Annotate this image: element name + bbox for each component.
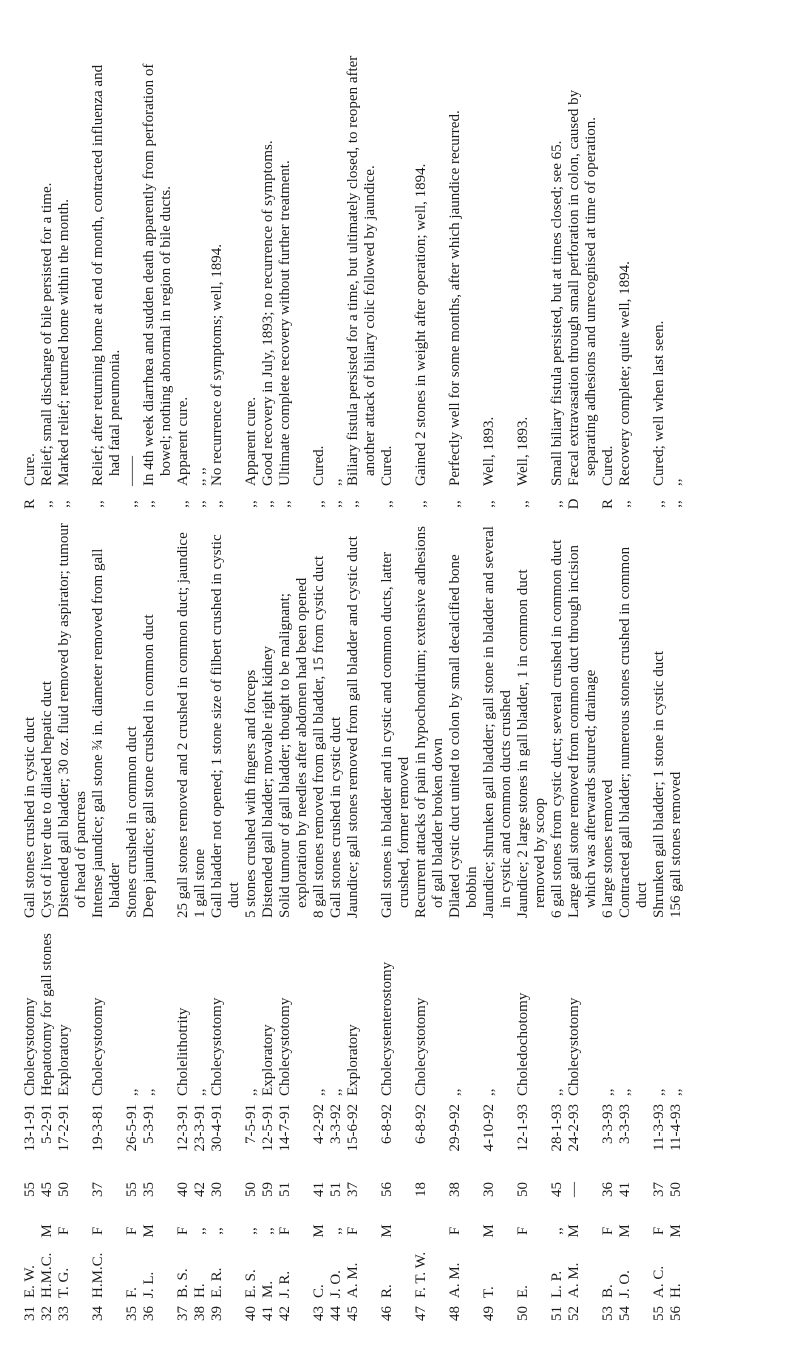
case-number: 53	[600, 1306, 616, 1321]
operation-type: ,,	[243, 1088, 259, 1096]
case-number: 34	[90, 1306, 106, 1321]
patient-sex: ,,	[549, 1227, 565, 1235]
patient-age: 55	[124, 1182, 140, 1197]
case-notes: Gall stones crushed in cystic duct	[328, 716, 344, 918]
patient-initials: E. S.	[243, 1269, 259, 1298]
patient-initials: A. M.	[566, 1262, 582, 1298]
case-notes: Stones crushed in common duct	[124, 726, 140, 918]
operation-date: 23-3-91	[192, 1104, 208, 1152]
operation-type: ,,	[311, 1088, 327, 1096]
case-remarks: Ultimate complete recovery without further treatment.	[277, 160, 293, 486]
patient-age: 56	[379, 1182, 395, 1197]
result-marker: ,,	[39, 500, 55, 508]
patient-sex: F	[651, 1226, 667, 1236]
operation-date: 4-10-92	[481, 1104, 497, 1152]
operation-type: Exploratory	[345, 1024, 361, 1096]
operation-type: ,,	[328, 1088, 344, 1096]
patient-age: 18	[413, 1182, 429, 1197]
patient-initials: H.M.C.	[90, 1252, 106, 1298]
patient-initials: E. R.	[209, 1267, 225, 1298]
result-marker: ,,	[515, 500, 531, 508]
operation-date: 3-3-93	[600, 1104, 616, 1144]
result-marker: ,,	[617, 500, 633, 508]
case-number: 38	[192, 1306, 208, 1321]
operation-date: 12-1-93	[515, 1104, 531, 1152]
case-remarks: Biliary fistula persisted for a time, but ultimately closed, to reopen after another attack of biliary colic followed by jaundice.	[345, 55, 378, 486]
operation-type: ,,	[481, 1088, 497, 1096]
patient-sex: ,,	[243, 1227, 259, 1235]
patient-initials: T.	[481, 1286, 497, 1298]
operation-date: 28-1-93	[549, 1104, 565, 1152]
operation-type: ,,	[192, 1088, 208, 1096]
patient-age: 37	[651, 1182, 667, 1197]
result-marker: ,,	[481, 500, 497, 508]
case-number: 42	[277, 1306, 293, 1321]
patient-initials: T. G.	[56, 1267, 72, 1298]
patient-sex	[22, 1216, 39, 1246]
patient-initials: B. S.	[175, 1268, 191, 1298]
operation-type: ,,	[651, 1088, 667, 1096]
operation-date: 6-8-92	[379, 1104, 395, 1144]
patient-age: 50	[668, 1182, 684, 1197]
operation-type: ,,	[124, 1088, 140, 1096]
patient-age: 30	[209, 1182, 225, 1197]
operation-type: ,,	[600, 1088, 616, 1096]
result-marker: ,,	[209, 500, 225, 508]
patient-sex: F	[124, 1226, 140, 1236]
case-notes: 25 gall stones removed and 2 crushed in common duct; jaundice	[175, 532, 191, 918]
operation-type: ,,	[617, 1088, 633, 1096]
patient-initials: J. O.	[328, 1270, 344, 1298]
case-number: 40	[243, 1306, 259, 1321]
patient-sex: F	[56, 1226, 72, 1236]
case-notes: 1 gall stone	[192, 848, 208, 918]
case-notes: 156 gall stones removed	[668, 771, 684, 918]
patient-sex: F	[600, 1226, 616, 1236]
operation-date: 5-2-91	[39, 1104, 55, 1144]
case-remarks: Marked relief; returned home within the month.	[56, 199, 72, 486]
case-remarks: Perfectly well for some months, after which jaundice recurred.	[447, 110, 463, 486]
operation-type: Hepatotomy for gall stones	[39, 933, 55, 1096]
patient-sex: M	[617, 1224, 633, 1238]
result-marker: ,,	[56, 500, 72, 508]
case-number: 32	[39, 1306, 55, 1321]
result-marker: ,,	[447, 500, 463, 508]
operation-date: 5-3-91	[141, 1104, 157, 1144]
case-remarks: ,,	[328, 478, 344, 486]
patient-initials: E. W.	[22, 1265, 38, 1298]
case-notes: Large gall stone removed from common duct through incision which was afterwards sutured; drainage	[566, 545, 599, 918]
operation-type: Cholecystotomy	[90, 997, 106, 1096]
patient-age: 37	[90, 1182, 106, 1197]
patient-age: 38	[447, 1182, 463, 1197]
case-number: 56	[668, 1306, 684, 1321]
result-marker: ,,	[175, 500, 191, 508]
patient-age: 35	[141, 1182, 157, 1197]
patient-sex: ,,	[209, 1227, 225, 1235]
patient-initials: E.	[515, 1285, 531, 1298]
patient-initials: H.M.C.	[39, 1252, 55, 1298]
case-notes: Gall stones in bladder and in cystic and common ducts, latter crushed, former removed	[379, 551, 412, 918]
result-marker: ,,	[124, 500, 140, 508]
result-marker: ,,	[668, 500, 684, 508]
operation-type: Cholecystotomy	[277, 997, 293, 1096]
case-notes: 8 gall stones removed from gall bladder, 15 from cystic duct	[311, 555, 327, 918]
case-remarks: Small biliary fistula persisted, but at times closed; see 65.	[549, 140, 565, 486]
result-marker: R	[600, 499, 616, 510]
case-notes: Dilated cystic duct united to colon by small decalcified bone bobbin	[447, 554, 480, 918]
patient-age: 55	[22, 1182, 38, 1197]
patient-initials: H.	[668, 1283, 684, 1298]
case-notes: Cyst of liver due to dilated hepatic duct	[39, 680, 55, 918]
operation-date: 12-3-91	[175, 1104, 191, 1152]
patient-age: 59	[260, 1182, 276, 1197]
case-notes: Solid tumour of gall bladder; thought to be malignant; exploration by needles after abdomen had been opened	[277, 577, 310, 918]
patient-sex: M	[311, 1224, 327, 1238]
patient-age: 50	[515, 1182, 531, 1197]
case-remarks: Relief; small discharge of bile persisted for a time.	[39, 182, 55, 486]
operation-date: 6-8-92	[413, 1104, 429, 1144]
case-notes: Jaundice; gall stones removed from gall bladder and cystic duct	[345, 536, 361, 918]
patient-age: 36	[600, 1182, 616, 1197]
result-marker: ,,	[413, 500, 429, 508]
operation-date: 4-2-92	[311, 1104, 327, 1144]
patient-initials: B.	[600, 1284, 616, 1298]
patient-sex	[413, 1216, 447, 1246]
case-number: 54	[617, 1306, 633, 1321]
case-number: 48	[447, 1306, 463, 1321]
patient-initials: A. M.	[345, 1262, 361, 1298]
operation-date: 17-2-91	[56, 1104, 72, 1152]
patient-age: 45	[39, 1182, 55, 1197]
patient-age: 40	[175, 1182, 191, 1197]
patient-initials: J. R.	[277, 1270, 293, 1298]
case-number: 33	[56, 1306, 72, 1321]
patient-sex: M	[379, 1224, 395, 1238]
case-remarks: Apparent cure.	[175, 396, 191, 486]
result-marker: ,,	[651, 500, 667, 508]
case-notes: Contracted gall bladder; numerous stones crushed in common duct	[617, 546, 650, 918]
result-marker: ,,	[192, 500, 208, 508]
case-number: 47	[413, 1306, 429, 1321]
patient-initials: A. C.	[651, 1265, 667, 1298]
result-marker: ,,	[141, 500, 157, 508]
case-remarks: ——	[124, 456, 140, 486]
patient-age: 30	[481, 1182, 497, 1197]
case-number: 36	[141, 1306, 157, 1321]
case-number: 45	[345, 1306, 361, 1321]
operation-type: Cholecystotomy	[22, 997, 38, 1096]
patient-age: 50	[243, 1182, 259, 1197]
operation-type: Cholecystotomy	[209, 997, 225, 1096]
case-notes: 6 gall stones from cystic duct; several crushed in common duct	[549, 539, 565, 918]
patient-sex: ,,	[192, 1227, 208, 1235]
patient-initials: F.	[124, 1287, 140, 1298]
case-remarks: No recurrence of symptoms; well, 1894.	[209, 243, 225, 486]
case-notes: Jaundice; 2 large stones in gall bladder, 1 in common duct removed by scoop	[515, 569, 548, 918]
case-notes: Distended gall bladder; 30 oz. fluid removed by aspirator; tumour of head of pancreas	[56, 523, 89, 918]
operation-type: Cholecystotomy	[566, 997, 582, 1096]
patient-sex: F	[345, 1226, 361, 1236]
patient-sex: F	[515, 1226, 531, 1236]
case-number: 35	[124, 1306, 140, 1321]
operation-type: Cholelithotrity	[175, 1007, 191, 1096]
case-remarks: Cure.	[22, 453, 38, 486]
patient-initials: F. T. W.	[413, 1251, 429, 1298]
operation-date: 3-3-93	[617, 1104, 633, 1144]
case-remarks: ,,	[668, 478, 684, 486]
case-remarks: Cured.	[600, 445, 616, 486]
operation-type: ,,	[549, 1088, 565, 1096]
case-remarks: ,, ,,	[192, 467, 208, 486]
case-notes: Gall stones crushed in cystic duct	[22, 716, 38, 918]
case-remarks: Cured.	[379, 445, 395, 486]
patient-initials: J. L.	[141, 1271, 157, 1298]
operation-type: ,,	[668, 1088, 684, 1096]
operation-date: 11-3-93	[651, 1104, 667, 1151]
patient-sex: ,,	[260, 1227, 276, 1235]
patient-sex: F	[175, 1226, 191, 1236]
operation-date: 19-3-81	[90, 1104, 106, 1152]
operation-type: Cholecystotomy	[413, 997, 429, 1096]
result-marker: ,,	[277, 500, 293, 508]
patient-initials: C.	[311, 1284, 327, 1298]
operation-type: ,,	[141, 1088, 157, 1096]
patient-sex: M	[668, 1224, 684, 1238]
case-number: 44	[328, 1306, 344, 1321]
patient-age: 37	[345, 1182, 361, 1197]
case-notes: Intense jaundice; gall stone ¾ in. diameter removed from gall bladder	[90, 548, 123, 918]
result-marker: D	[566, 498, 582, 510]
patient-initials: A. M.	[447, 1262, 463, 1298]
case-remarks: Cured.	[311, 445, 327, 486]
result-marker: ,,	[243, 500, 259, 508]
operation-type: Exploratory	[260, 1024, 276, 1096]
case-remarks: Relief; after returning home at end of month, contracted influenza and had fatal pneumonia.	[90, 64, 123, 486]
patient-initials: R.	[379, 1284, 395, 1298]
case-number: 31	[22, 1306, 38, 1321]
case-notes: Deep jaundice; gall stone crushed in common duct	[141, 614, 157, 918]
operation-date: 11-4-93	[668, 1104, 684, 1151]
case-remarks: Apparent cure.	[243, 396, 259, 486]
operation-date: 12-5-91	[260, 1104, 276, 1152]
patient-sex: M	[39, 1224, 55, 1238]
result-marker: ,,	[379, 500, 395, 508]
case-remarks: In 4th week diarrhœa and sudden death apparently from perforation of bowel; nothing abnormal in region of bile ducts.	[141, 63, 174, 486]
case-remarks: Recovery complete; quite well, 1894.	[617, 261, 633, 486]
patient-initials: H.	[192, 1283, 208, 1298]
operation-type: ,,	[447, 1088, 463, 1096]
case-remarks: Gained 2 stones in weight after operation; well, 1894.	[413, 163, 429, 486]
operation-date: 13-1-91	[22, 1104, 38, 1152]
patient-sex: M	[566, 1224, 582, 1238]
patient-age: 42	[192, 1182, 208, 1197]
operation-date: 24-2-93	[566, 1104, 582, 1152]
case-notes: Shrunken gall bladder; 1 stone in cystic duct	[651, 650, 667, 918]
case-notes: Gall bladder not opened; 1 stone size of filbert crushed in cystic duct	[209, 534, 242, 918]
operation-date: 26-5-91	[124, 1104, 140, 1152]
result-marker: ,,	[345, 500, 361, 508]
case-number: 51	[549, 1306, 565, 1321]
case-number: 50	[515, 1306, 531, 1321]
case-number: 46	[379, 1306, 395, 1321]
case-number: 52	[566, 1306, 582, 1321]
patient-age: 51	[277, 1182, 293, 1197]
patient-sex: F	[90, 1226, 106, 1236]
case-number: 37	[175, 1306, 191, 1321]
patient-age: 51	[328, 1182, 344, 1197]
patient-sex: M	[481, 1224, 497, 1238]
case-notes: Distended gall bladder; movable right kidney	[260, 645, 276, 918]
patient-age: 45	[549, 1182, 565, 1197]
result-marker: ,,	[549, 500, 565, 508]
operation-type: Cholecystenterostomy	[379, 961, 395, 1096]
patient-sex: M	[141, 1224, 157, 1238]
result-marker: ,,	[311, 500, 327, 508]
case-remarks: Well, 1893.	[515, 416, 531, 486]
case-notes: 6 large stones removed	[600, 779, 616, 918]
operation-date: 29-9-92	[447, 1104, 463, 1152]
operation-type: Choledochotomy	[515, 992, 531, 1096]
operation-date: 15-6-92	[345, 1104, 361, 1152]
operation-type: Exploratory	[56, 1024, 72, 1096]
operation-date: 7-5-91	[243, 1104, 259, 1144]
patient-sex: F	[447, 1226, 463, 1236]
patient-age: 41	[311, 1182, 327, 1197]
case-remarks: Cured; well when last seen.	[651, 320, 667, 486]
patient-sex: ,,	[328, 1227, 344, 1235]
patient-age: —	[566, 1182, 582, 1197]
case-number: 39	[209, 1306, 225, 1321]
result-marker: ,,	[328, 500, 344, 508]
operation-date: 14-7-91	[277, 1104, 293, 1152]
patient-initials: M.	[260, 1280, 276, 1298]
case-number: 55	[651, 1306, 667, 1321]
patient-initials: J. O.	[617, 1270, 633, 1298]
case-remarks: Well, 1893.	[481, 416, 497, 486]
case-notes: Recurrent attacks of pain in hypochondrium; extensive adhesions of gall bladder broken down	[413, 526, 446, 918]
patient-age: 41	[617, 1182, 633, 1197]
result-marker: R	[22, 499, 38, 510]
case-remarks: Good recovery in July, 1893; no recurrence of symptoms.	[260, 140, 276, 486]
case-remarks: Fæcal extravasation through small perforation in colon, caused by separating adhesions and unrecognised at time of operation.	[566, 89, 599, 486]
case-number: 43	[311, 1306, 327, 1321]
case-number: 49	[481, 1306, 497, 1321]
operation-date: 3-3-92	[328, 1104, 344, 1144]
case-number: 41	[260, 1306, 276, 1321]
patient-sex: F	[277, 1226, 293, 1236]
result-marker: ,,	[90, 500, 106, 508]
case-notes: Jaundice; shrunken gall bladder; gall stone in bladder and several in cystic and common ducts crushed	[481, 526, 514, 918]
operation-date: 30-4-91	[209, 1104, 225, 1152]
case-notes: 5 stones crushed with fingers and forceps	[243, 669, 259, 918]
result-marker: ,,	[260, 500, 276, 508]
patient-initials: L. P.	[549, 1270, 565, 1298]
patient-age: 50	[56, 1182, 72, 1197]
